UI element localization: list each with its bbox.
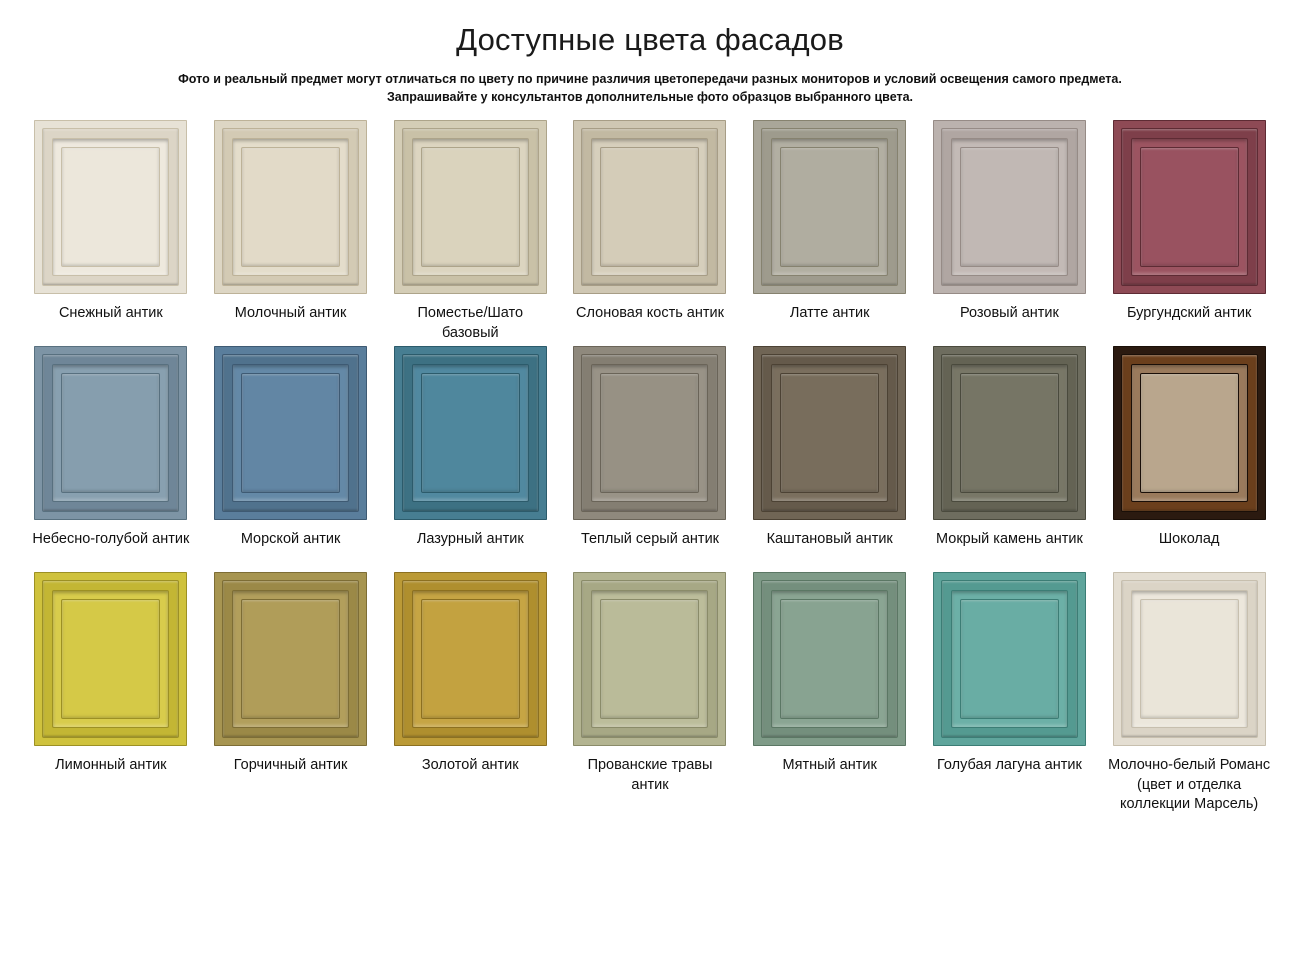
door-center-panel [961, 148, 1058, 266]
door-center-panel [62, 148, 159, 266]
cabinet-door-swatch[interactable] [933, 572, 1086, 746]
disclaimer-line-2: Запрашивайте у консультантов дополнительные фото образцов выбранного цвета. [386, 90, 914, 105]
door-center-panel [1141, 600, 1238, 718]
swatch-image-wrap [565, 120, 735, 294]
cabinet-door-swatch[interactable] [1113, 120, 1266, 294]
cabinet-door-swatch[interactable] [573, 346, 726, 520]
door-center-panel [242, 374, 339, 492]
cabinet-door-swatch[interactable] [34, 120, 187, 294]
swatch-label: Прованские травы антик [587, 757, 713, 793]
swatch-label: Шоколад [1158, 531, 1220, 548]
cabinet-door-swatch[interactable] [933, 346, 1086, 520]
door-center-panel [422, 374, 519, 492]
swatch-label: Бургундский антик [1126, 305, 1252, 322]
swatch-label: Горчичный антик [233, 757, 348, 774]
door-center-panel [601, 148, 698, 266]
swatch-image-wrap [385, 572, 555, 746]
swatch-label: Голубая лагуна антик [937, 757, 1082, 774]
swatch-image-wrap [745, 120, 915, 294]
swatch-cell[interactable] [565, 120, 735, 346]
swatch-label: Латте антик [789, 305, 870, 322]
door-center-panel [961, 600, 1058, 718]
swatch-label: Теплый серый антик [580, 531, 720, 548]
swatch-image-wrap [925, 572, 1095, 746]
swatch-image-wrap [1104, 572, 1274, 746]
cabinet-door-swatch[interactable] [214, 120, 367, 294]
swatch-label: Розовый антик [959, 305, 1059, 322]
door-center-panel [242, 600, 339, 718]
swatch-image-wrap [565, 346, 735, 520]
swatch-label: Мятный антик [782, 757, 877, 774]
swatch-image-wrap [26, 346, 196, 520]
cabinet-door-swatch[interactable] [753, 572, 906, 746]
swatch-image-wrap [745, 346, 915, 520]
swatch-image-wrap [206, 346, 376, 520]
cabinet-door-swatch[interactable] [394, 572, 547, 746]
door-center-panel [242, 148, 339, 266]
cabinet-door-swatch[interactable] [753, 120, 906, 294]
swatch-label: Морской антик [240, 531, 341, 548]
door-center-panel [601, 374, 698, 492]
swatch-image-wrap [206, 120, 376, 294]
swatch-cell[interactable] [206, 120, 376, 346]
swatch-label: Лазурный антик [416, 531, 524, 548]
cabinet-door-swatch[interactable] [1113, 346, 1266, 520]
page-title: Доступные цвета фасадов [456, 22, 844, 57]
swatch-cell[interactable] [206, 346, 376, 572]
swatch-image-wrap [26, 572, 196, 746]
door-center-panel [781, 600, 878, 718]
cabinet-door-swatch[interactable] [214, 572, 367, 746]
swatch-cell[interactable] [925, 572, 1095, 815]
swatch-grid [26, 120, 1274, 815]
swatch-image-wrap [925, 120, 1095, 294]
cabinet-door-swatch[interactable] [753, 346, 906, 520]
cabinet-door-swatch[interactable] [573, 572, 726, 746]
cabinet-door-swatch[interactable] [394, 120, 547, 294]
color-catalog-page [0, 22, 1300, 953]
swatch-cell[interactable] [745, 346, 915, 572]
swatch-cell[interactable] [206, 572, 376, 815]
swatch-cell[interactable] [1104, 346, 1274, 572]
swatch-image-wrap [26, 120, 196, 294]
swatch-image-wrap [1104, 120, 1274, 294]
swatch-cell[interactable] [1104, 572, 1274, 815]
cabinet-door-swatch[interactable] [34, 572, 187, 746]
swatch-label: Небесно-голубой антик [32, 531, 190, 548]
cabinet-door-swatch[interactable] [34, 346, 187, 520]
door-center-panel [961, 374, 1058, 492]
cabinet-door-swatch[interactable] [1113, 572, 1266, 746]
swatch-cell[interactable] [925, 120, 1095, 346]
swatch-label: Снежный антик [58, 305, 163, 322]
swatch-cell[interactable] [385, 120, 555, 346]
swatch-image-wrap [385, 120, 555, 294]
door-center-panel [62, 600, 159, 718]
disclaimer-line-1: Фото и реальный предмет могут отличаться по цвету по причине различия цветопередачи разных мониторов и условий освещения самого предмета. [178, 72, 1122, 86]
door-center-panel [1141, 148, 1238, 266]
door-center-panel [781, 148, 878, 266]
swatch-image-wrap [385, 346, 555, 520]
swatch-cell[interactable] [26, 572, 196, 815]
swatch-label: Молочный антик [234, 305, 347, 322]
swatch-cell[interactable] [565, 572, 735, 815]
swatch-cell[interactable] [26, 120, 196, 346]
swatch-cell[interactable] [26, 346, 196, 572]
swatch-image-wrap [1104, 346, 1274, 520]
swatch-label: Слоновая кость антик [576, 305, 724, 322]
swatch-label: Лимонный антик [55, 757, 167, 774]
swatch-label: Золотой антик [421, 757, 519, 774]
swatch-cell[interactable] [925, 346, 1095, 572]
swatch-label: Каштановый антик [766, 531, 893, 548]
swatch-cell[interactable] [1104, 120, 1274, 346]
swatch-label: Молочно-белый Романс (цвет и отделка коллекции Марсель) [1108, 757, 1271, 813]
swatch-cell[interactable] [745, 572, 915, 815]
cabinet-door-swatch[interactable] [394, 346, 547, 520]
swatch-label: Мокрый камень антик [936, 531, 1083, 548]
door-center-panel [601, 600, 698, 718]
door-center-panel [422, 600, 519, 718]
cabinet-door-swatch[interactable] [573, 120, 726, 294]
disclaimer [90, 70, 1210, 106]
door-center-panel [1141, 374, 1238, 492]
swatch-cell[interactable] [745, 120, 915, 346]
swatch-cell[interactable] [565, 346, 735, 572]
swatch-image-wrap [745, 572, 915, 746]
swatch-image-wrap [565, 572, 735, 746]
cabinet-door-swatch[interactable] [933, 120, 1086, 294]
door-center-panel [62, 374, 159, 492]
door-center-panel [422, 148, 519, 266]
swatch-image-wrap [925, 346, 1095, 520]
swatch-cell[interactable] [385, 346, 555, 572]
swatch-cell[interactable] [385, 572, 555, 815]
cabinet-door-swatch[interactable] [214, 346, 367, 520]
door-center-panel [781, 374, 878, 492]
swatch-image-wrap [206, 572, 376, 746]
swatch-label: Поместье/Шато базовый [417, 305, 524, 341]
